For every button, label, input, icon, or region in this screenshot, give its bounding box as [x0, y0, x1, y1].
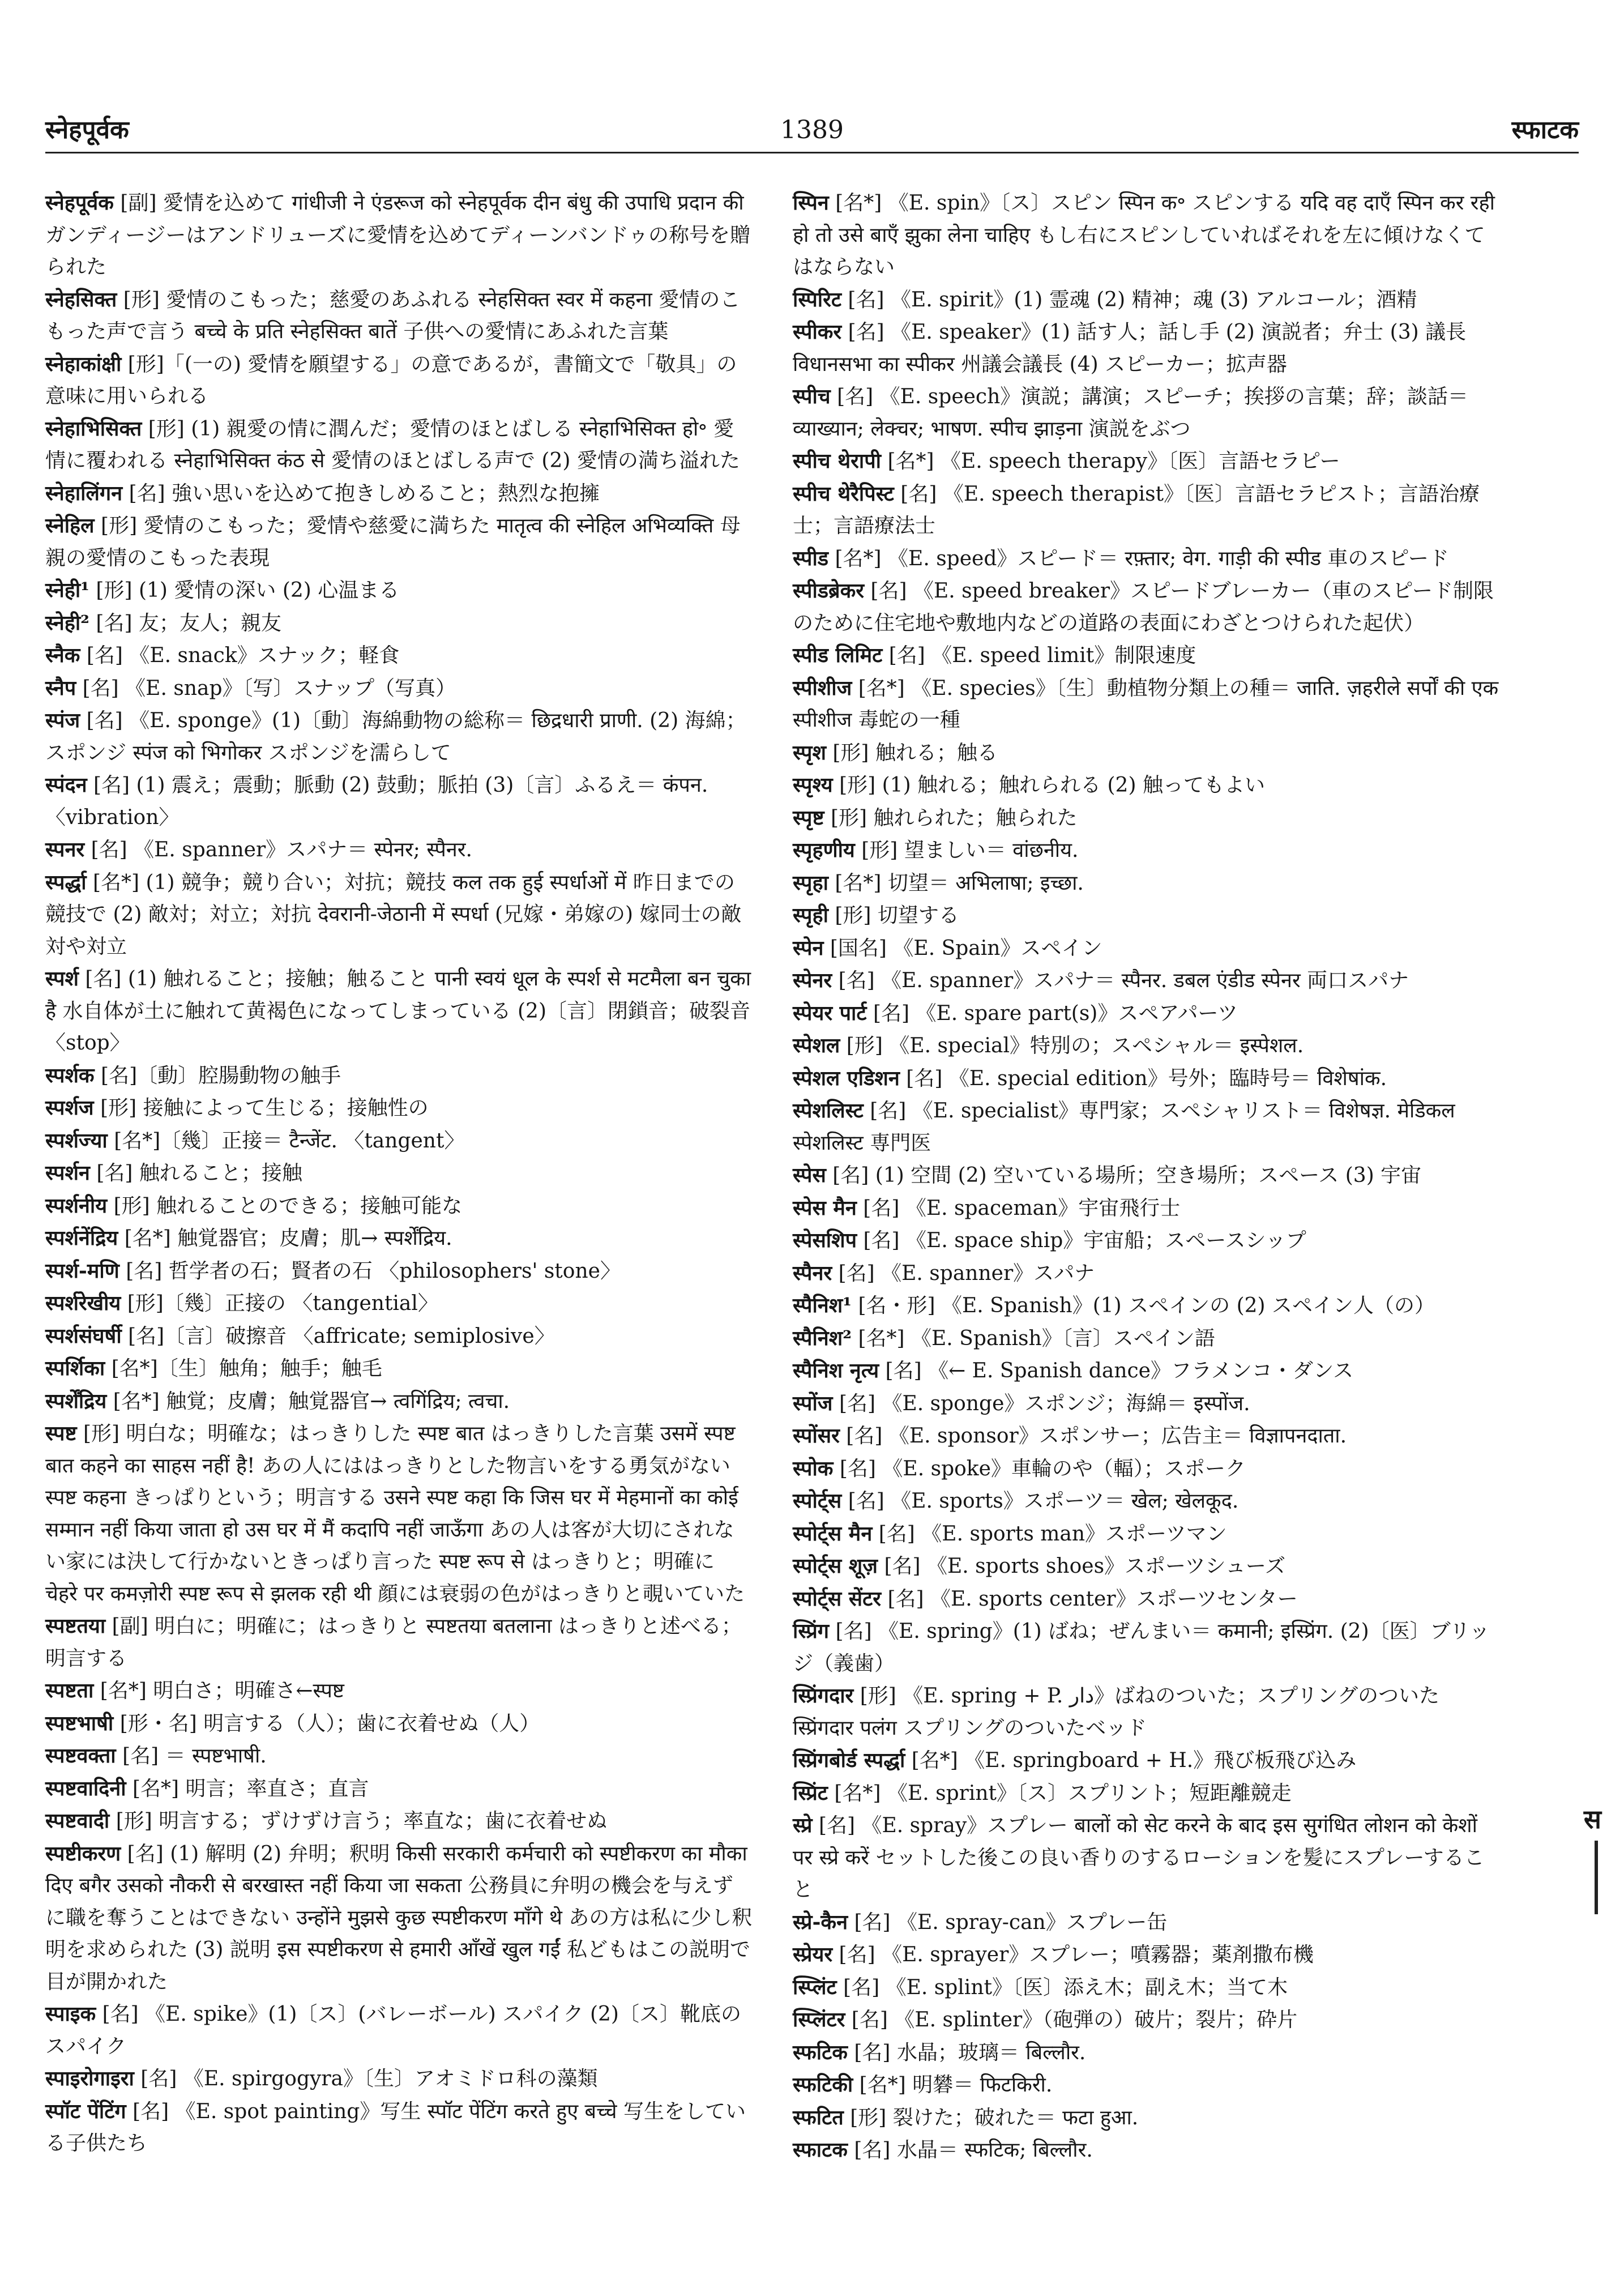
dictionary-entry	[45, 1092, 753, 1125]
entry-headword: स्नेहाभिसिक्त	[45, 416, 142, 441]
entry-headword: स्पंज	[45, 708, 80, 732]
entry-headword: स्पीकर	[793, 320, 842, 344]
entry-headword: स्प्रिंगदार	[793, 1684, 854, 1708]
dictionary-entry	[793, 1030, 1501, 1062]
entry-headword: स्पीड लिमिट	[793, 643, 883, 667]
entry-definition: [名*]〔幾〕正接＝ टैन्जेंट. 〈tangent〉	[114, 1129, 465, 1153]
entry-definition: [名] 《E. special edition》号外；臨時号＝ विशेषांक.	[906, 1066, 1387, 1090]
entry-definition: [形] 触れる；触る	[832, 741, 998, 765]
dictionary-entry	[45, 574, 753, 607]
entry-definition: [名*] 触覚器官；皮膚；肌→ स्पर्शेंद्रिय.	[124, 1227, 452, 1250]
entry-headword: स्प्रे-कैन	[793, 1910, 848, 1934]
dictionary-entry	[793, 1906, 1501, 1939]
entry-definition: [名] 《E. spray》スプレー बालों को सेट करने के बाद इस सुगंधित लोशन को केशों पर स्प्रे करें セットした後この良い香りのするローションを髪にスプレーすること	[793, 1814, 1485, 1901]
entry-definition: [形・名] 明言する（人）；歯に衣着せぬ（人）	[119, 1711, 540, 1735]
dictionary-entry	[793, 445, 1501, 478]
entry-headword: स्प्रिंग	[793, 1619, 830, 1643]
dictionary-entry	[793, 672, 1501, 737]
entry-headword: स्पैनिश²	[793, 1326, 852, 1350]
entry-headword: स्पीशीज	[793, 676, 852, 700]
dictionary-entry	[793, 737, 1501, 770]
entry-definition: [名] 《E. snack》スナック；軽食	[86, 644, 400, 667]
entry-definition: [名] 《E. speech》演説；講演；スピーチ；挨拶の言葉；辞；談話＝ व्याख्यान; लेक्चर; भाषण. स्पीच झाड़ना 演説をぶつ	[793, 385, 1468, 441]
entry-headword: स्फटिकी	[793, 2073, 853, 2097]
entry-headword: स्पीच थेरैपिस्ट	[793, 481, 894, 506]
entry-headword: स्प्रे	[793, 1813, 813, 1837]
entry-headword: स्पर्शनेंद्रिय	[45, 1226, 118, 1250]
entry-definition: [名] 《E. spirgogyra》〔生〕アオミドロ科の藻類	[140, 2067, 598, 2090]
entry-definition: [名] 《E. snap》〔写〕スナップ（写真）	[82, 676, 456, 700]
dictionary-entry	[793, 2069, 1501, 2102]
entry-headword: स्पाइक	[45, 2002, 96, 2026]
entry-headword: स्पष्टवक्ता	[45, 1744, 116, 1768]
dictionary-entry	[793, 1485, 1501, 1518]
entry-definition: [形] (1) 親愛の情に潤んだ；愛情のほとばしる स्नेहाभिसिक्त हो॰ 愛情に覆われる स्नेहाभिसिक्त कंठ से 愛情のほとばしる声で (2) 愛情の満ち溢れた	[45, 417, 740, 472]
entry-headword: स्पैनिश नृत्य	[793, 1359, 879, 1382]
dictionary-entry	[45, 963, 753, 1060]
dictionary-entry	[793, 1420, 1501, 1453]
entry-definition: [名] 《E. spare part(s)》スペアパーツ	[873, 1001, 1238, 1025]
entry-definition: [形] 触れられた；触られた	[830, 806, 1078, 830]
dictionary-entry	[793, 1777, 1501, 1810]
dictionary-entry	[793, 187, 1501, 284]
dictionary-entry	[793, 575, 1501, 639]
entry-definition: [名] 《E. sports center》スポーツセンター	[887, 1587, 1298, 1611]
entry-headword: स्पर्शक	[45, 1063, 95, 1087]
dictionary-entry	[793, 639, 1501, 672]
entry-definition: [名] 《E. spring》(1) ばね；ぜんまい＝ कमानी; इस्प्रिंग. (2)〔医〕ブリッジ（義歯）	[793, 1620, 1490, 1675]
entry-headword: स्प्रेयर	[793, 1943, 833, 1966]
entry-headword: स्पिन	[793, 191, 829, 215]
entry-headword: स्नेहालिंगन	[45, 481, 123, 505]
entry-headword: स्नेही²	[45, 611, 89, 635]
entry-headword: स्पृही	[793, 903, 828, 927]
entry-headword: स्पष्टवादिनी	[45, 1776, 126, 1800]
entry-headword: स्पोर्ट्स	[793, 1489, 842, 1513]
entry-definition: [名*] 《E. speed》スピード＝ रफ़्तार; वेग. गाड़ी की स्पीड 車のスピード	[835, 547, 1449, 570]
header-right-headword: स्फाटक	[1511, 116, 1579, 144]
thumb-index-tab	[1595, 1841, 1598, 1914]
entry-definition: [名・形] 《E. Spanish》(1) スペインの (2) スペイン人（の）	[858, 1294, 1435, 1317]
dictionary-entry	[45, 1125, 753, 1158]
entry-definition: [形] 望ましい＝ वांछनीय.	[861, 839, 1079, 862]
dictionary-entry	[45, 1352, 753, 1385]
dictionary-entry	[793, 1355, 1501, 1388]
entry-headword: स्पेनर	[793, 968, 832, 992]
entry-definition: [名*] 明白さ；明確さ←स्पष्ट	[100, 1679, 344, 1702]
dictionary-entry	[793, 1322, 1501, 1355]
dictionary-entry	[793, 478, 1501, 543]
entry-headword: स्पष्ट	[45, 1422, 77, 1445]
entry-definition: [名*] 《E. springboard + H.》飛び板飛び込み	[911, 1749, 1357, 1772]
dictionary-entry	[793, 1809, 1501, 1906]
entry-definition: [形] 接触によって生じる；接触性の	[100, 1096, 429, 1120]
dictionary-entry	[793, 899, 1501, 932]
entry-headword: स्पर्शन	[45, 1161, 90, 1185]
dictionary-entry	[793, 1290, 1501, 1322]
entry-definition: [名] 《← E. Spanish dance》フラメンコ・ダンス	[885, 1359, 1354, 1382]
entry-definition: [名*] 触覚；皮膚；触覚器官→ त्वगिंद्रिय; त्वचा.	[113, 1389, 510, 1413]
entry-headword: स्नेही¹	[45, 578, 89, 602]
entry-headword: स्पोंसर	[793, 1424, 840, 1448]
entry-headword: स्पर्द्धा	[45, 870, 87, 894]
entry-definition: [名] 《E. spanner》スパナ	[838, 1261, 1095, 1285]
entry-headword: स्पर्शज	[45, 1096, 94, 1120]
dictionary-entry	[793, 932, 1501, 965]
entry-definition: [名] 《E. spot painting》写生 स्पॉट पेंटिंग करते हुए बच्चे 写生をしている子供たち	[45, 2099, 746, 2155]
dictionary-entry	[45, 705, 753, 769]
page-header	[45, 110, 1579, 150]
dictionary-entry	[45, 1740, 753, 1773]
dictionary-entry	[793, 2037, 1501, 2069]
entry-headword: स्पेशल	[793, 1034, 840, 1057]
entry-definition: [名*] 《E. sprint》〔ス〕スプリント；短距離競走	[834, 1781, 1292, 1805]
entry-definition: [名*]〔生〕触角；触手；触毛	[111, 1357, 382, 1380]
entry-definition: [名]〔動〕腔腸動物の触手	[101, 1064, 341, 1087]
dictionary-entry	[45, 834, 753, 867]
entry-headword: स्नैक	[45, 643, 80, 667]
dictionary-entry	[793, 867, 1501, 900]
entry-headword: स्नेहाकांक्षी	[45, 352, 122, 376]
dictionary-entry	[45, 1190, 753, 1223]
dictionary-entry	[45, 639, 753, 672]
entry-definition: [名] 《E. sponge》スポンジ；海綿＝ इस्पोंज.	[839, 1392, 1250, 1415]
entry-headword: स्पर्शसंघर्षी	[45, 1324, 122, 1348]
entry-definition: [形] (1) 愛情の深い (2) 心温まる	[96, 579, 400, 602]
entry-definition: [名*] 明礬＝ फिटकिरी.	[859, 2073, 1053, 2097]
entry-definition: [副] 明白に；明確に；はっきりと स्पष्टतया बतलाना はっきりと述べる；明言する	[45, 1615, 742, 1670]
dictionary-entry	[793, 284, 1501, 317]
entry-definition: [名] 《E. speed breaker》スピードブレーカー（車のスピード制限のために住宅地や敷地内などの道路の表面にわざとつけられた起伏）	[793, 579, 1494, 635]
entry-headword: स्पोक	[793, 1456, 834, 1480]
entry-definition: [名] 友；友人；親友	[96, 611, 281, 635]
entry-definition: [名] 《E. sports》スポーツ＝ खेल; खेलकूद.	[848, 1489, 1239, 1513]
entry-definition: [名] 《E. space ship》宇宙船；スペースシップ	[863, 1229, 1306, 1252]
entry-headword: स्पृहणीय	[793, 838, 855, 862]
dictionary-entry	[793, 1453, 1501, 1486]
dictionary-entry	[45, 1805, 753, 1838]
dictionary-entry	[793, 1388, 1501, 1420]
entry-definition: [名] 《E. spirit》(1) 霊魂 (2) 精神；魂 (3) アルコール；酒精	[848, 288, 1417, 311]
dictionary-entry	[45, 477, 753, 510]
dictionary-entry	[45, 1675, 753, 1708]
entry-definition: [名] 《E. spike》(1)〔ス〕(バレーボール) スパイク (2)〔ス〕靴底のスパイク	[45, 2003, 741, 2058]
entry-definition: [名] 《E. sponsor》スポンサー；広告主＝ विज्ञापनदाता.	[846, 1424, 1347, 1448]
entry-definition: [形] 愛情のこもった；慈愛のあふれる स्नेहसिक्त स्वर में कहना 愛情のこもった声で言う बच्चे के प्रति स्नेहसिक्त बातें 子供への愛情にあふれた言葉	[45, 288, 741, 343]
dictionary-entry	[45, 348, 753, 413]
entry-headword: स्पॉट पेंटिंग	[45, 2099, 126, 2123]
dictionary-entry	[45, 1157, 753, 1190]
entry-headword: स्पर्शरेखीय	[45, 1291, 121, 1315]
entry-headword: स्पोर्ट्स शूज़	[793, 1554, 878, 1578]
entry-headword: स्पोंज	[793, 1391, 833, 1415]
entry-definition: [形]「(一の) 愛情を願望する」の意であるが，書簡文で「敬具」の意味に用いられる	[45, 352, 737, 408]
entry-headword: स्पर्श	[45, 967, 79, 991]
dictionary-entry	[793, 2004, 1501, 2037]
entry-definition: [名] 《E. sprayer》スプレー；噴霧器；薬剤撒布機	[839, 1943, 1314, 1966]
dictionary-entry	[793, 1971, 1501, 2004]
dictionary-entry	[793, 1224, 1501, 1257]
dictionary-entry	[45, 1287, 753, 1320]
entry-headword: स्पोर्ट्स मैन	[793, 1521, 873, 1546]
entry-definition: [形]〔幾〕正接の 〈tangential〉	[127, 1292, 438, 1315]
entry-definition: [名*] 《E. Spanish》〔言〕スペイン語	[858, 1326, 1215, 1350]
entry-headword: स्पनर	[45, 838, 85, 861]
entry-definition: [名] 《E. spaceman》宇宙飛行士	[863, 1196, 1181, 1220]
entry-headword: स्पेशलिस्ट	[793, 1099, 864, 1122]
entry-definition: [形] 触れることのできる；接触可能な	[113, 1194, 463, 1218]
entry-definition: [名] 《E. sports shoes》スポーツシューズ	[884, 1555, 1286, 1578]
entry-headword: स्पीडब्रेकर	[793, 579, 864, 603]
dictionary-entry	[793, 2134, 1501, 2167]
entry-definition: [形] 愛情のこもった；愛情や慈愛に満ちた मातृत्व की स्नेहिल अभिव्यक्ति 母親の愛情のこもった表現	[45, 514, 741, 570]
dictionary-entry	[45, 1385, 753, 1418]
entry-definition: [名] 《E. sponge》(1)〔動〕海綿動物の総称＝ छिद्रधारी प्राणी. (2) 海綿；スポンジ स्पंज को भिगोकर スポンジを濡らして	[45, 709, 746, 765]
entry-definition: [副] 愛情を込めて गांधीजी ने एंडरूज को स्नेहपूर्वक दीन बंधु की उपाधि प्रदान की ガンディージーはアンドリューズに愛情を込めてディーンバンドゥの称号を贈られた	[45, 191, 751, 279]
entry-headword: स्पैनिश¹	[793, 1294, 852, 1317]
entry-headword: स्पष्टीकरण	[45, 1841, 121, 1866]
entry-definition: [形] 切望する	[835, 904, 959, 927]
dictionary-entry	[45, 1255, 753, 1288]
thumb-index-letter: स	[1583, 1804, 1601, 1834]
dictionary-entry	[45, 867, 753, 963]
entry-headword: स्पर्शिका	[45, 1356, 105, 1380]
dictionary-entry	[793, 1680, 1501, 1744]
entry-headword: स्पृश	[793, 740, 826, 765]
entry-definition: [国名] 《E. Spain》スペイン	[830, 936, 1102, 960]
entry-headword: स्पीड	[793, 546, 829, 570]
dictionary-entry	[45, 510, 753, 574]
dictionary-entry	[793, 1062, 1501, 1095]
dictionary-entry	[45, 1320, 753, 1353]
entry-headword: स्फटिक	[793, 2040, 848, 2064]
entry-headword: स्पाइरोगाइरा	[45, 2067, 134, 2090]
entry-definition: [名*] 切望＝ अभिलाषा; इच्छा.	[835, 871, 1084, 895]
dictionary-entry	[45, 1222, 753, 1255]
entry-definition: [名*] 《E. spin》〔ス〕スピン स्पिन क॰ スピンする यदि वह दाएँ स्पिन कर रही हो तो उसे बाएँ झुका लेना चाहिए もし右にスピンしていればそれを左に傾けなくてはならない	[793, 191, 1495, 279]
dictionary-entry	[45, 1773, 753, 1806]
dictionary-entry	[45, 1838, 753, 1999]
entry-headword: स्पष्टभाषी	[45, 1711, 114, 1735]
entry-headword: स्पेसशिप	[793, 1228, 857, 1252]
dictionary-entry	[793, 769, 1501, 802]
entry-definition: [名] 《E. speech therapist》〔医〕言語セラピスト；言語治療士；言語療法士	[793, 482, 1480, 537]
header-left-headword: स्नेहपूर्वक	[45, 116, 129, 144]
entry-headword: स्नैप	[45, 676, 76, 700]
entry-headword: स्पीच	[793, 385, 831, 408]
entry-headword: स्पृहा	[793, 870, 828, 895]
entry-definition: [名] 《E. splint》〔医〕添え木；副え木；当て木	[843, 1975, 1288, 1999]
entry-headword: स्पंदन	[45, 773, 87, 797]
entry-headword: स्पर्शज्या	[45, 1128, 108, 1153]
dictionary-entry	[45, 672, 753, 705]
entry-headword: स्फटित	[793, 2105, 844, 2129]
entry-headword: स्पष्टवादी	[45, 1809, 110, 1833]
entry-headword: स्पृष्ट	[793, 805, 824, 830]
entry-headword: स्पिरिट	[793, 287, 841, 311]
entry-definition: [名] 《E. spanner》スパナ＝ स्पैनर. डबल एंडीड स्पेनर 両口スパナ	[838, 969, 1409, 992]
dictionary-entry	[45, 1998, 753, 2063]
dictionary-entry	[45, 413, 753, 477]
dictionary-entry	[793, 802, 1501, 835]
right-column	[793, 187, 1501, 2167]
entry-definition: [名] 《E. specialist》専門家；スペシャリスト＝ विशेषज्ञ. मेडिकल स्पेशलिस्ट 専門医	[793, 1099, 1455, 1155]
dictionary-entry	[793, 1615, 1501, 1680]
dictionary-entry	[793, 543, 1501, 575]
entry-definition: [名] 触れること；接触	[96, 1162, 302, 1185]
entry-definition: [形] 《E. special》特別の；スペシャル＝ इस्पेशल.	[846, 1034, 1304, 1057]
dictionary-entry	[793, 1159, 1501, 1192]
dictionary-entry	[793, 1518, 1501, 1551]
entry-definition: [名] 水晶；玻璃＝ बिल्लौर.	[854, 2041, 1086, 2064]
entry-definition: [名] 《E. spray-can》スプレー缶	[854, 1910, 1168, 1934]
entry-definition: [名] 強い思いを込めて抱きしめること；熱烈な抱擁	[129, 481, 600, 505]
dictionary-entry	[45, 1708, 753, 1740]
dictionary-entry	[793, 1583, 1501, 1616]
entry-headword: स्पर्श-मणि	[45, 1258, 119, 1283]
entry-definition: [名] ＝ स्पष्टभाषी.	[122, 1744, 267, 1768]
dictionary-entry	[45, 187, 753, 284]
dictionary-entry	[793, 1550, 1501, 1583]
dictionary-entry	[793, 1192, 1501, 1225]
dictionary-entry	[793, 316, 1501, 381]
entry-definition: [名] 《E. sports man》スポーツマン	[878, 1522, 1227, 1546]
entry-definition: [名] (1) 空間 (2) 空いている場所；空き場所；スペース (3) 宇宙	[832, 1164, 1422, 1187]
dictionary-entry	[793, 2102, 1501, 2135]
entry-definition: [形] 《E. spring + P. دار》ばねのついた；スプリングのついた स्प्रिंगदार पलंग スプリングのついたベッド	[793, 1684, 1440, 1740]
entry-definition: [名*] 《E. speech therapy》〔医〕言語セラピー	[887, 450, 1340, 473]
dictionary-entry	[45, 2063, 753, 2095]
entry-definition: [名] 《E. speaker》(1) 話す人；話し手 (2) 演説者；弁士 (3) 議長 विधानसभा का स्पीकर 州議会議長 (4) スピーカー；拡声器	[793, 321, 1467, 376]
entry-definition: [名] 《E. spoke》車輪のや（輻）；スポーク	[839, 1457, 1246, 1480]
entry-headword: स्नेहपूर्वक	[45, 191, 114, 215]
dictionary-entry	[793, 834, 1501, 867]
entry-headword: स्पेशल एडिशन	[793, 1066, 900, 1090]
entry-headword: स्नेहिल	[45, 514, 95, 537]
entry-headword: स्फाटक	[793, 2138, 848, 2162]
entry-definition: [名] 《E. speed limit》制限速度	[888, 644, 1196, 667]
entry-headword: स्पेन	[793, 936, 824, 960]
entry-definition: [名] 《E. spanner》スパナ＝ स्पेनर; स्पैनर.	[91, 838, 472, 861]
entry-headword: स्पीच थेरापी	[793, 449, 881, 473]
entry-headword: स्नेहसिक्त	[45, 287, 117, 311]
header-rule	[45, 152, 1579, 153]
entry-headword: स्पष्टता	[45, 1679, 94, 1702]
entry-headword: स्पोर्ट्स सेंटर	[793, 1586, 881, 1611]
entry-definition: [形] 明言する；ずけずけ言う；率直な；歯に衣着せぬ	[116, 1809, 608, 1833]
page-number: 1389	[780, 116, 844, 144]
dictionary-entry	[45, 1610, 753, 1675]
entry-definition: [名*] 明言；率直さ；直言	[133, 1777, 369, 1800]
dictionary-entry	[793, 381, 1501, 445]
entry-definition: [形] 裂けた；破れた＝ फटा हुआ.	[850, 2106, 1139, 2129]
dictionary-entry	[45, 284, 753, 348]
entry-headword: स्प्रिंट	[793, 1781, 828, 1805]
entry-definition: [名] 《E. splinter》（砲弾の）破片；裂片；砕片	[851, 2008, 1298, 2031]
dictionary-entry	[793, 1939, 1501, 1971]
entry-headword: स्पष्टतया	[45, 1614, 106, 1638]
dictionary-entry	[793, 997, 1501, 1030]
dictionary-entry	[45, 607, 753, 640]
entry-headword: स्पेस	[793, 1163, 826, 1187]
entry-headword: स्पर्शनीय	[45, 1193, 108, 1218]
entry-headword: स्पृश्य	[793, 773, 833, 797]
dictionary-entry	[793, 964, 1501, 997]
entry-headword: स्पैनर	[793, 1261, 832, 1285]
entry-definition: [名] 哲学者の石；賢者の石 〈philosophers' stone〉	[126, 1259, 621, 1283]
dictionary-entry	[45, 1060, 753, 1092]
entry-headword: स्प्लिंट	[793, 1975, 837, 1999]
entry-headword: स्पर्शेंद्रिय	[45, 1389, 107, 1413]
entry-definition: [名] (1) 解明 (2) 弁明；釈明 किसी सरकारी कर्मचारी को स्पष्टीकरण का मौका दिए बगैर उसको नौकरी से बरखास्त नहीं किया जा सकता 公務員に弁明の機会を与えずに職を奪うことはできない उन्होंने मुझसे कुछ स्पष्टीकरण माँगे थे あの方は私に少し釈明を求められた (3) 説明 इस स्पष्टीकरण से हमारी आँखें खुल गईं 私どもはこの説明で目が開かれた	[45, 1842, 753, 1994]
dictionary-entry	[45, 769, 753, 834]
entry-definition: [名]〔言〕破擦音 〈affricate; semiplosive〉	[128, 1324, 555, 1348]
entry-definition: [形] 明白な；明確な；はっきりした स्पष्ट बात はっきりした言葉 उसमें स्पष्ट बात कहने का साहस नहीं है! あの人にははっきりとした物言いをする勇気がない स्पष्ट कहना きっぱりという；明言する उसने स्पष्ट कहा कि जिस घर में मेहमानों का कोई सम्मान नहीं किया जाता हो उस घर में मैं कदापि नहीं जाऊँगा あの人は客が大切にされない家には決して行かないときっぱり言った स्पष्ट रूप से はっきりと；明確に चेहरे पर कमज़ोरी स्पष्ट रूप से झलक रही थी 顔には衰弱の色がはっきりと覗いていた	[45, 1422, 745, 1606]
entry-definition: [名] (1) 触れること；接触；触ること पानी स्वयं धूल के स्पर्श से मटमैला बन चुका है 水自体が土に触れて黄褐色になってしまっている (2)〔言〕閉鎖音；破裂音 〈stop〉	[45, 967, 751, 1055]
dictionary-entry	[793, 1257, 1501, 1290]
entry-definition: [名*] 《E. species》〔生〕動植物分類上の種＝ जाति. ज़हरीले सर्पों की एक स्पीशीज 毒蛇の一種	[793, 676, 1499, 732]
entry-definition: [名] 水晶＝ स्फटिक; बिल्लौर.	[854, 2139, 1093, 2162]
entry-definition: [名*] (1) 競争；競り合い；対抗；競技 कल तक हुई स्पर्धाओं में 昨日までの競技で (2) 敵対；対立；対抗 देवरानी-जेठानी में स्पर्धा (兄嫁・弟嫁の) 嫁同士の敵対や対立	[45, 870, 742, 958]
entry-definition: [形] (1) 触れる；触れられる (2) 触ってもよい	[839, 774, 1265, 797]
dictionary-entry	[793, 1095, 1501, 1159]
entry-headword: स्पेस मैन	[793, 1196, 857, 1220]
entry-definition: [名] (1) 震え；震動；脈動 (2) 鼓動；脈拍 (3)〔言〕ふるえ＝ कंपन. 〈vibration〉	[45, 774, 708, 829]
left-column	[45, 187, 753, 2160]
entry-headword: स्प्लिंटर	[793, 2008, 845, 2031]
entry-headword: स्प्रिंगबोर्ड स्पर्द्धा	[793, 1748, 905, 1772]
entry-headword: स्पेयर पार्ट	[793, 1001, 867, 1025]
dictionary-entry	[793, 1744, 1501, 1777]
dictionary-entry	[45, 2095, 753, 2160]
dictionary-entry	[45, 1418, 753, 1610]
